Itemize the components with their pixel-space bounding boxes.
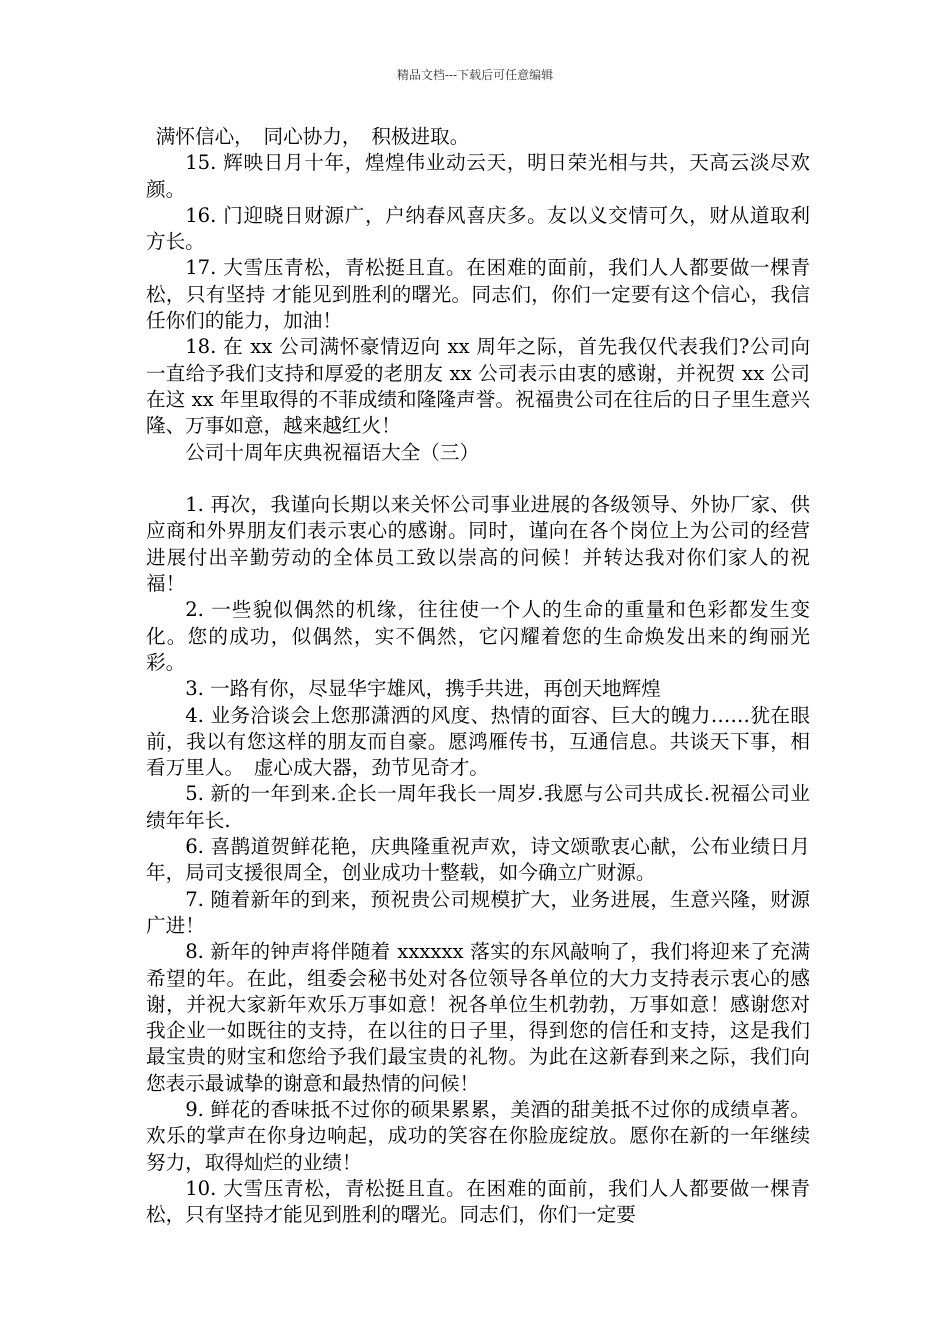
blank-line xyxy=(146,466,810,492)
paragraph-15: 15. 辉映日月十年，煌煌伟业动云天，明日荣光相与共，天高云淡尽欢颜。 xyxy=(146,151,810,201)
paragraph-3: 3. 一路有你，尽显华宇雄风，携手共进，再创天地辉煌 xyxy=(185,677,661,701)
paragraph-6: 6. 喜鹊道贺鲜花艳，庆典隆重祝声欢，诗文颂歌衷心献，公布业绩日月年，局司支援很周全，创业成功十整载，如今确立广财源。 xyxy=(146,835,810,885)
paragraph-8: 8. 新年的钟声将伴随着 xxxxxx 落实的东风敲响了，我们将迎来了充满希望的年。在此，组委会秘书处对各位领导各单位的大力支持表示衷心的感谢，并祝大家新年欢乐万事如意！祝各单位生机勃勃，万事如意！感谢您对我企业一如既往的支持，在以往的日子里，得到您的信任和支持，这是我们最宝贵的财宝和您给予我们最宝贵的礼物。为此在这新春到来之际，我们向您表示最诚挚的谢意和最热情的问候！ xyxy=(146,940,810,1095)
paragraph-7: 7. 随着新年的到来，预祝贵公司规模扩大，业务进展，生意兴隆，财源广进！ xyxy=(146,887,810,937)
paragraph-4: 4. 业务洽谈会上您那潇洒的风度、热情的面容、巨大的魄力……犹在眼前，我以有您这样的朋友而自豪。愿鸿雁传书，互通信息。共谈天下事，相看万里人。 虚心成大器，劲节见奇才。 xyxy=(146,703,810,780)
paragraph-10: 10. 大雪压青松，青松挺且直。在困难的面前，我们人人都要做一棵青松，只有坚持才能见到胜利的曙光。同志们，你们一定要 xyxy=(146,1176,810,1227)
paragraph-17: 17. 大雪压青松，青松挺且直。在困难的面前，我们人人都要做一棵青松，只有坚持 才能见到胜利的曙光。同志们，你们一定要有这个信心，我信任你们的能力，加油！ xyxy=(146,256,810,333)
paragraph-16: 16. 门迎晓日财源广，户纳春风喜庆多。友以义交情可久，财从道取利方长。 xyxy=(146,203,810,254)
section-heading: 公司十周年庆典祝福语大全（三） xyxy=(185,440,480,464)
paragraph-5: 5. 新的一年到来.企长一周年我长一周岁.我愿与公司共成长.祝福公司业绩年年长. xyxy=(146,782,810,832)
document-body xyxy=(146,124,810,1228)
paragraph-1: 1. 再次，我谨向长期以来关怀公司事业进展的各级领导、外协厂家、供应商和外界朋友们表示衷心的感谢。同时，谨向在各个岗位上为公司的经营进展付出辛勤劳动的全体员工致以崇高的问候！并转达我对你们家人的祝福！ xyxy=(146,493,810,596)
page-header: 精品文档---下载后可任意编辑 xyxy=(396,68,554,82)
paragraph-9: 9. 鲜花的香味抵不过你的硕果累累，美酒的甜美抵不过你的成绩卓著。欢乐的掌声在你身边响起，成功的笑容在你脸庞绽放。愿你在新的一年继续努力，取得灿烂的业绩！ xyxy=(146,1097,810,1174)
paragraph-intro: 满怀信心， 同心协力， 积极进取。 xyxy=(155,125,470,148)
paragraph-2: 2. 一些貌似偶然的机缘，往往使一个人的生命的重量和色彩都发生变化。您的成功，似偶然，实不偶然，它闪耀着您的生命焕发出来的绚丽光彩。 xyxy=(146,598,810,674)
paragraph-18: 18. 在 xx 公司满怀豪情迈向 xx 周年之际，首先我仅代表我们?公司向一直给予我们支持和厚爱的老朋友 xx 公司表示由衷的感谢，并祝贺 xx 公司在这 xx 年里取得的不菲成绩和隆隆声誉。祝福贵公司在往后的日子里生意兴隆、万事如意，越来越红火！ xyxy=(146,335,810,438)
